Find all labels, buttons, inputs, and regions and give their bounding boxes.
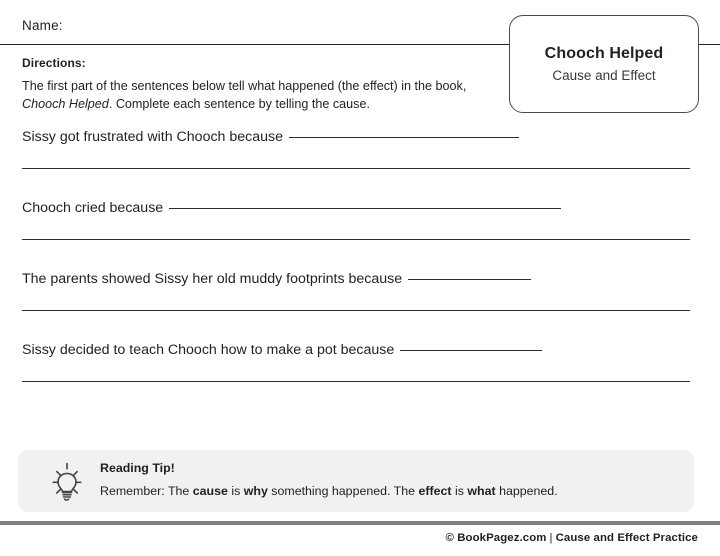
footer-practice-label: Cause and Effect Practice bbox=[555, 532, 698, 544]
tip-bold-effect: effect bbox=[418, 484, 452, 498]
name-field-label: Name: bbox=[22, 18, 63, 33]
page-subtitle: Cause and Effect bbox=[552, 68, 656, 83]
page-title: Chooch Helped bbox=[544, 45, 664, 62]
prompt-list bbox=[22, 126, 692, 410]
prompt-stem: Sissy got frustrated with Chooch because bbox=[22, 129, 284, 145]
tip-text-4: is bbox=[451, 484, 468, 498]
answer-blank-inline[interactable] bbox=[400, 350, 542, 351]
reading-tip-body bbox=[100, 461, 680, 499]
directions-text bbox=[22, 77, 492, 113]
reading-tip-box bbox=[18, 450, 694, 512]
prompt-first-line bbox=[22, 339, 692, 361]
directions-book-title: Chooch Helped bbox=[22, 97, 109, 111]
prompt-item bbox=[22, 268, 692, 311]
answer-blank-full[interactable] bbox=[22, 310, 690, 311]
worksheet-title-box bbox=[509, 15, 699, 113]
prompt-item bbox=[22, 339, 692, 382]
prompt-stem: Sissy decided to teach Chooch how to make a pot because bbox=[22, 342, 395, 358]
prompt-stem: The parents showed Sissy her old muddy footprints because bbox=[22, 271, 403, 287]
footer-divider-bar bbox=[0, 521, 720, 525]
tip-text-5: happened. bbox=[495, 484, 558, 498]
prompt-first-line bbox=[22, 197, 692, 219]
tip-text-3: something happened. The bbox=[267, 484, 419, 498]
prompt-first-line bbox=[22, 268, 692, 290]
reading-tip-text bbox=[100, 483, 680, 499]
answer-blank-inline[interactable] bbox=[289, 137, 519, 138]
tip-text-1: Remember: The bbox=[100, 484, 193, 498]
directions-text-part1: The first part of the sentences below tell what happened (the effect) in the book, bbox=[22, 79, 467, 93]
lightbulb-icon bbox=[44, 460, 90, 504]
prompt-item bbox=[22, 197, 692, 240]
prompt-stem: Chooch cried because bbox=[22, 200, 164, 216]
tip-text-2: is bbox=[227, 484, 244, 498]
directions-text-part2: . Complete each sentence by telling the cause. bbox=[108, 97, 370, 111]
answer-blank-inline[interactable] bbox=[169, 208, 561, 209]
prompt-item bbox=[22, 126, 692, 169]
prompt-first-line bbox=[22, 126, 692, 148]
directions-label: Directions: bbox=[22, 56, 86, 70]
answer-blank-full[interactable] bbox=[22, 381, 690, 382]
directions-section bbox=[22, 56, 492, 113]
footer-separator: | bbox=[549, 532, 553, 544]
answer-blank-inline[interactable] bbox=[408, 279, 531, 280]
tip-bold-what: what bbox=[467, 484, 496, 498]
reading-tip-title: Reading Tip! bbox=[100, 461, 175, 475]
tip-bold-why: why bbox=[243, 484, 268, 498]
answer-blank-full[interactable] bbox=[22, 168, 690, 169]
footer-credit bbox=[445, 532, 698, 544]
answer-blank-full[interactable] bbox=[22, 239, 690, 240]
tip-bold-cause: cause bbox=[192, 484, 228, 498]
footer-copyright: © BookPagez.com bbox=[445, 532, 547, 544]
